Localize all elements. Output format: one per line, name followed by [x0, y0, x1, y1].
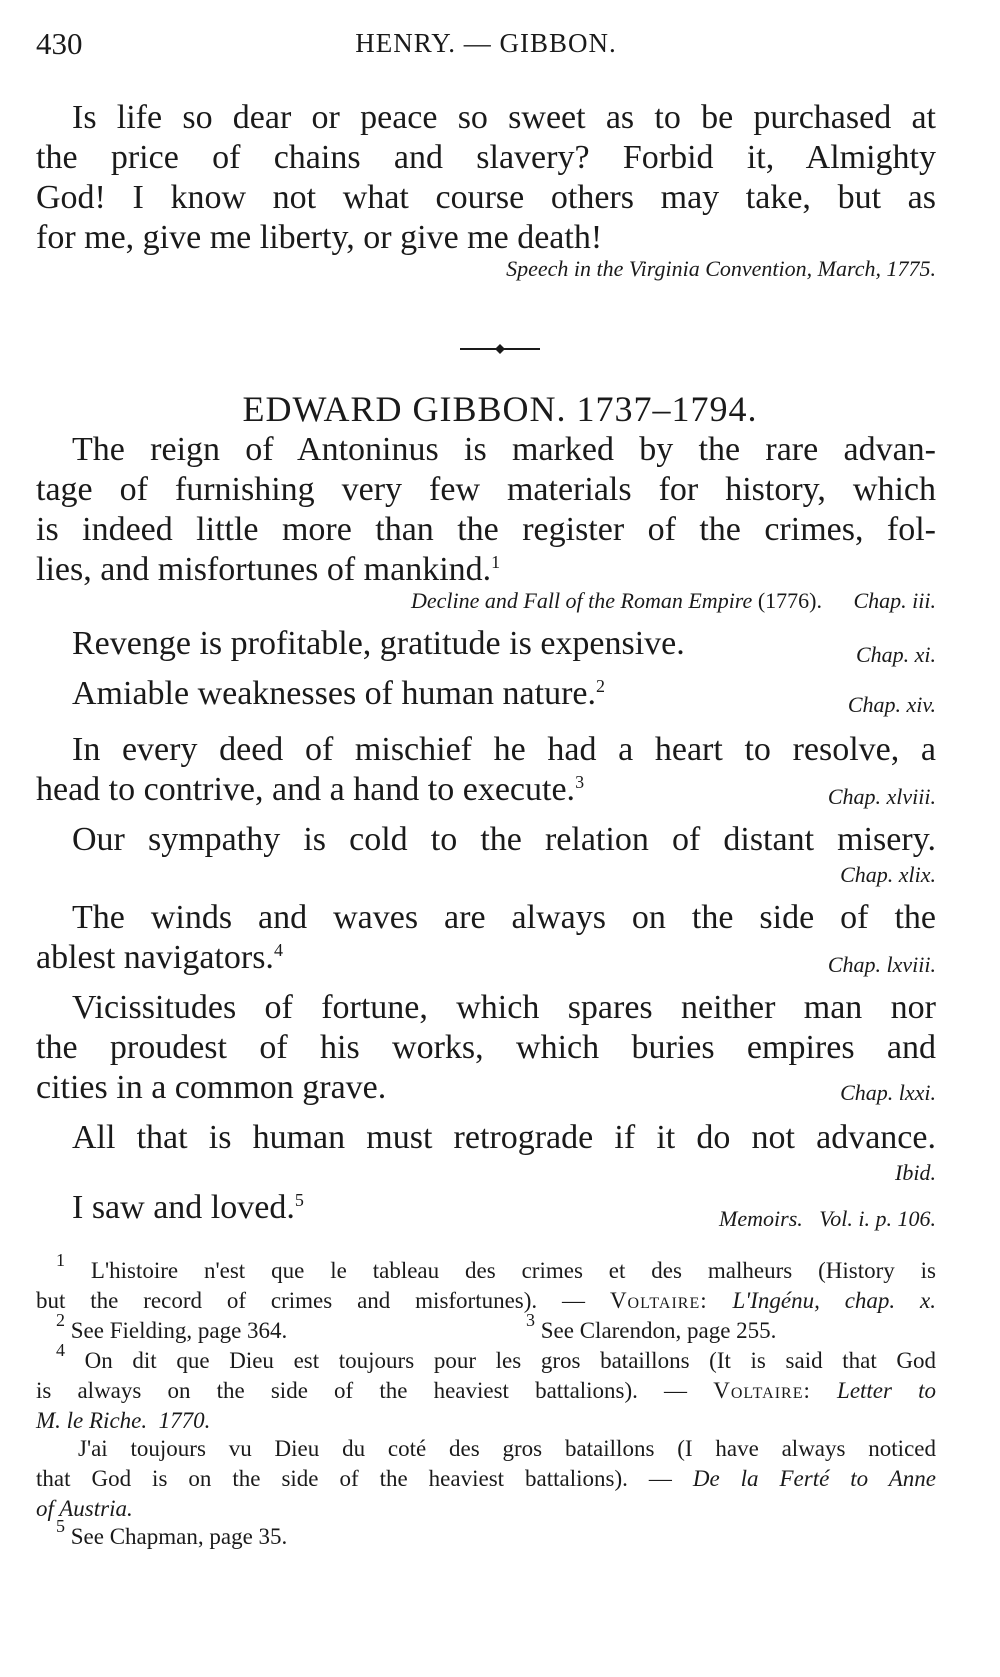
source-year: (1776). [757, 588, 822, 613]
gibbon-quote-6 [36, 898, 936, 978]
footnote-ref: 2 [596, 676, 605, 696]
quote-line: ablest navigators. [36, 939, 274, 976]
footnote-number: 5 [56, 1516, 65, 1536]
footnote-1 [36, 1250, 937, 1316]
gibbon-quote-8 [36, 1118, 936, 1158]
gibbon-quote-7 [36, 988, 936, 1108]
footnote-text: but the record of crimes and misfortunes). — [36, 1288, 586, 1313]
footnote-4 [36, 1340, 936, 1436]
quote-line: Is life so dear or peace so sweet as to be purchased at [72, 99, 936, 136]
footnote-work: De la Ferté to Anne [692, 1466, 936, 1491]
footnote-2-3 [36, 1310, 936, 1346]
footnote-4-continued [36, 1434, 936, 1524]
quote-line: is indeed little more than the register of the crimes, fol- [36, 511, 936, 548]
quote-line: Vicissitudes of fortune, which spares neither man nor [72, 989, 936, 1026]
section-title: EDWARD GIBBON. 1737–1794. [242, 389, 758, 429]
footnote-work: of Austria. [36, 1496, 133, 1521]
page-number: 430 [36, 26, 83, 61]
gibbon-quote-4 [36, 730, 936, 810]
footnote-ref: 4 [273, 940, 283, 960]
quote-line: In every deed of mischief he had a heart to resolve, a [72, 731, 936, 768]
gibbon-quote-5-citation: Chap. xlix. [840, 862, 936, 887]
gibbon-quote-9-citation: Memoirs. Vol. i. p. 106. [719, 1206, 936, 1231]
gibbon-quote-8-citation: Ibid. [895, 1160, 936, 1185]
footnote-number: 4 [56, 1340, 65, 1360]
source-chapter: Chap. iii. [853, 588, 936, 613]
page-header [36, 26, 936, 66]
quote-line: God! I know not what course others may take, but as [36, 179, 936, 216]
footnote-text: On dit que Dieu est toujours pour les gros bataillons (It is said that God [84, 1348, 936, 1373]
quote-line: for me, give me liberty, or give me death! [36, 219, 603, 256]
footnote-text: J'ai toujours vu Dieu du coté des gros bataillons (I have always noticed [78, 1436, 936, 1461]
quote-line: The winds and waves are always on the side of the [72, 899, 936, 936]
gibbon-quote-7-citation: Chap. lxxi. [840, 1080, 936, 1105]
gibbon-quote-6-citation: Chap. lxviii. [827, 952, 936, 977]
quote-line: The reign of Antoninus is marked by the rare advan- [72, 431, 936, 468]
footnote-author: Voltaire: [609, 1288, 708, 1313]
source-title: Decline and Fall of the Roman Empire [410, 588, 753, 613]
footnote-text: See Chapman, page 35. [70, 1524, 288, 1549]
gibbon-quote-1-citation [411, 588, 936, 614]
quote-line: Revenge is profitable, gratitude is expensive. [72, 625, 685, 662]
footnote-text: is always on the side of the heaviest battalions). — [36, 1378, 688, 1403]
henry-citation: Speech in the Virginia Convention, March, 1775. [506, 256, 936, 281]
henry-quote [36, 98, 936, 258]
footnote-5 [36, 1516, 936, 1552]
quote-line: the proudest of his works, which buries empires and [36, 1029, 936, 1066]
footnote-ref: 1 [491, 552, 501, 572]
gibbon-quote-3 [36, 674, 936, 714]
footnote-text: that God is on the side of the heaviest battalions). — [36, 1466, 672, 1491]
footnote-text: L'histoire n'est que le tableau des crimes et des malheurs (History is [90, 1258, 936, 1283]
gibbon-quote-2-citation: Chap. xi. [855, 642, 936, 667]
footnote-ref: 5 [294, 1190, 304, 1210]
gibbon-quote-1 [36, 430, 936, 590]
footnote-work: L'Ingénu, chap. x. [732, 1288, 937, 1313]
quote-line: lies, and misfortunes of mankind. [36, 551, 492, 588]
footnote-number: 1 [56, 1250, 65, 1270]
footnote-work: Letter to [837, 1378, 936, 1403]
gibbon-quote-3-citation: Chap. xiv. [847, 692, 936, 717]
fleuron-divider [460, 344, 540, 354]
footnote-ref: 3 [575, 772, 585, 792]
running-head: HENRY. — GIBBON. [355, 28, 617, 58]
quote-line: head to contrive, and a hand to execute. [36, 771, 576, 808]
quote-line: All that is human must retrograde if it do not advance. [72, 1119, 936, 1156]
footnote-text: See Clarendon, page 255. [540, 1318, 777, 1343]
quote-line: cities in a common grave. [36, 1069, 387, 1106]
quote-line: the price of chains and slavery? Forbid it, Almighty [36, 139, 936, 176]
quote-line: Amiable weaknesses of human nature. [72, 675, 596, 712]
gibbon-quote-4-citation: Chap. xlviii. [827, 784, 936, 809]
gibbon-quote-5 [36, 820, 936, 860]
quote-line: Our sympathy is cold to the relation of distant misery. [72, 821, 936, 858]
gibbon-quote-2 [36, 624, 936, 664]
footnote-number: 3 [526, 1310, 535, 1330]
footnote-text: See Fielding, page 364. [70, 1318, 288, 1343]
footnote-work: M. le Riche. 1770. [36, 1408, 211, 1433]
footnote-number: 2 [56, 1310, 65, 1330]
quote-line: tage of furnishing very few materials for history, which [36, 471, 936, 508]
footnote-author: Voltaire: [713, 1378, 811, 1403]
quote-line: I saw and loved. [72, 1189, 295, 1226]
